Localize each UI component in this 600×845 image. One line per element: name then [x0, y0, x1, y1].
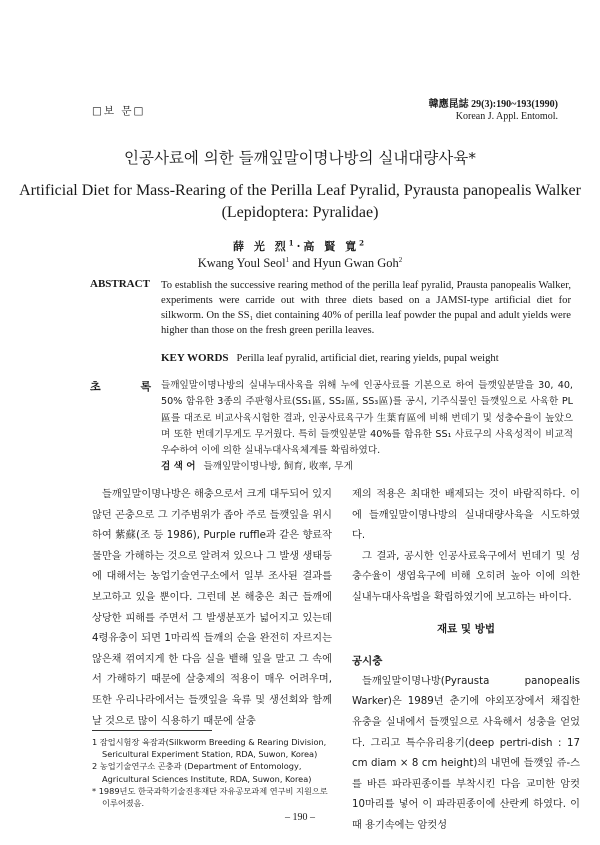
keywords-english — [161, 352, 499, 364]
intro-paragraph: 들깨잎말이명나방은 해충으로서 크게 대두되어 있지 않던 곤충으로 그 기주범위가 좁아 주로 들깻잎을 위시하여 紫蘇(조 등 1986), Purple ruffle과 같은 향료작물만을 가해하는 것으로 알려져 있으나 그 발생 생태등에 대해서는 농업기술연구소에서 일부 조사된 결과를 보고하고 있을 뿐이다. 그런데 본 해충은 최근 들깨에 상당한 피해를 주면서 그 발생분포가 넓어지고 있는데 4령유충이 되면 1마리씩 들깨의 순을 완전히 자르지는 않은채 꺾여지게 한 다음 실을 뱉해 잎을 말고 그 속에서 가해하기 때문에 살충제의 적용이 매우 어려우며, 또한 우리나라에서는 들깻잎을 육류 및 생선회와 함께 날 것으로 많이 식용하기 때문에 살충 — [92, 489, 332, 727]
intro-paragraph-continued: 제의 적용은 최대한 배제되는 것이 바람직하다. 이에 들깨잎말이명나방의 실내대량사육을 시도하였다. — [352, 489, 580, 542]
authors-english — [0, 256, 600, 271]
page-number: – 190 – — [285, 812, 315, 823]
body-left-column — [92, 485, 332, 732]
english-title-line-1: Artificial Diet for Mass-Rearing of the Perilla Leaf Pyralid, Pyrausta panopealis Walker — [19, 182, 581, 199]
author-2-affil-ko: 2 — [359, 238, 367, 248]
subsection-title-insects: 공시충 — [352, 655, 383, 668]
korean-keywords-heading: 검 색 어 — [161, 461, 196, 472]
journal-reference — [429, 99, 558, 123]
english-title — [0, 180, 600, 224]
article-type-label: □보 문□ — [92, 105, 146, 117]
footnote-divider — [92, 730, 212, 731]
korean-abstract-text: 들깨잎말이명나방의 실내누대사육을 위해 누에 인공사료를 기본으로 하여 들깻잎분말을 30, 40, 50% 함유한 3종의 주판형사료(SS₁區, SS₂區, SS₃區)를 공시, 기주식물인 들깻잎으로 사육한 PL區를 대조로 비교사육시험한 결과, 인공사료육구가 生葉育區에 비해 번데기 및 성충수율이 높았으며 또한 번데기무게도 무거웠다. 특히 들깻잎분말 40%를 함유한 SS₁ 사료구의 사육성적이 비교적 우수하여 이에 의한 실내누대사육체계를 확립하였다. — [161, 380, 573, 457]
results-summary-paragraph: 그 결과, 공시한 인공사료육구에서 번데기 및 성충수율이 생엽육구에 비해 오히려 높아 이에 의한 실내누대사육법을 확립하였기에 보고하는 바이다. — [352, 550, 580, 603]
author-2-affil-en: 2 — [398, 256, 403, 264]
footnote-1: 1 잠업시험장 육잠과(Silkworm Breeding & Rearing Division, Sericultural Experiment Station, RDA, Suwon, Korea) — [92, 737, 327, 760]
korean-keywords-text: 들깨잎말이명나방, 飼育, 收率, 무게 — [203, 461, 353, 472]
section-title-methods: 재료 및 방법 — [436, 622, 496, 635]
keywords-text: Perilla leaf pyralid, artificial diet, rearing yields, pupal weight — [236, 353, 499, 364]
korean-title: 인공사료에 의한 들깨잎말이명나방의 실내대량사육* — [124, 149, 476, 167]
authors-korean — [0, 238, 600, 254]
abstract-heading: ABSTRACT — [90, 278, 150, 290]
author-2-korean: ·高 賢 寬 — [296, 240, 360, 253]
journal-citation: 韓應昆誌 29(3):190~193(1990) — [428, 99, 558, 110]
footnote-3: * 1989년도 한국과학기술진흥재단 자유공모과제 연구비 지원으로 이루어졌음. — [92, 785, 328, 809]
author-1-korean: 薛 光 烈 — [233, 240, 289, 253]
keywords-korean — [161, 458, 353, 472]
author-1-english: Kwang Youl Seol — [197, 256, 286, 271]
methods-paragraph: 들깨잎말이명나방(Pyrausta panopealis Warker)은 1989년 춘기에 야외포장에서 채집한 유충을 실내에서 들깻잎으로 사육해서 성충을 얻었다. 그리고 특수유리용기(deep pertri-dish : 17 cm diam × 8 cm height)의 내면에 들깻잎 쥬-스를 바른 파라핀종이를 부착시킨 다음 교미한 암컷 10마리를 넣어 이 파라핀종이에 산란케 하였다. 이 때 용기속에는 암컷성 — [352, 675, 580, 831]
keywords-heading: KEY WORDS — [161, 352, 229, 364]
footnote-2: 2 농업기술연구소 곤충과 (Department of Entomology, Agricultural Sciences Institute, RDA, Suwon, Korea) — [92, 761, 312, 784]
body-right-column — [352, 485, 580, 837]
author-1-affil-ko: 1 — [288, 238, 297, 248]
english-title-line-2: (Lepidoptera: Pyralidae) — [221, 204, 379, 221]
journal-english-name: Korean J. Appl. Entomol. — [455, 111, 558, 122]
author-1-affil-en: 1 — [285, 256, 290, 264]
author-2-english: and Hyun Gwan Goh — [289, 256, 399, 271]
footnotes — [92, 736, 332, 809]
korean-abstract-heading: 초 록 — [90, 380, 170, 393]
abstract-text: To establish the successive rearing method of the perilla leaf pyralid, Prausta panopealis Walker, experiments were carride out with three diets based on a JAMSI-type artificial diet for silkworm. On the SS₁ diet containing 40% of perilla leaf powder the pupal and adult yields were higher than those on the fresh green perilla leaves. — [161, 280, 571, 336]
